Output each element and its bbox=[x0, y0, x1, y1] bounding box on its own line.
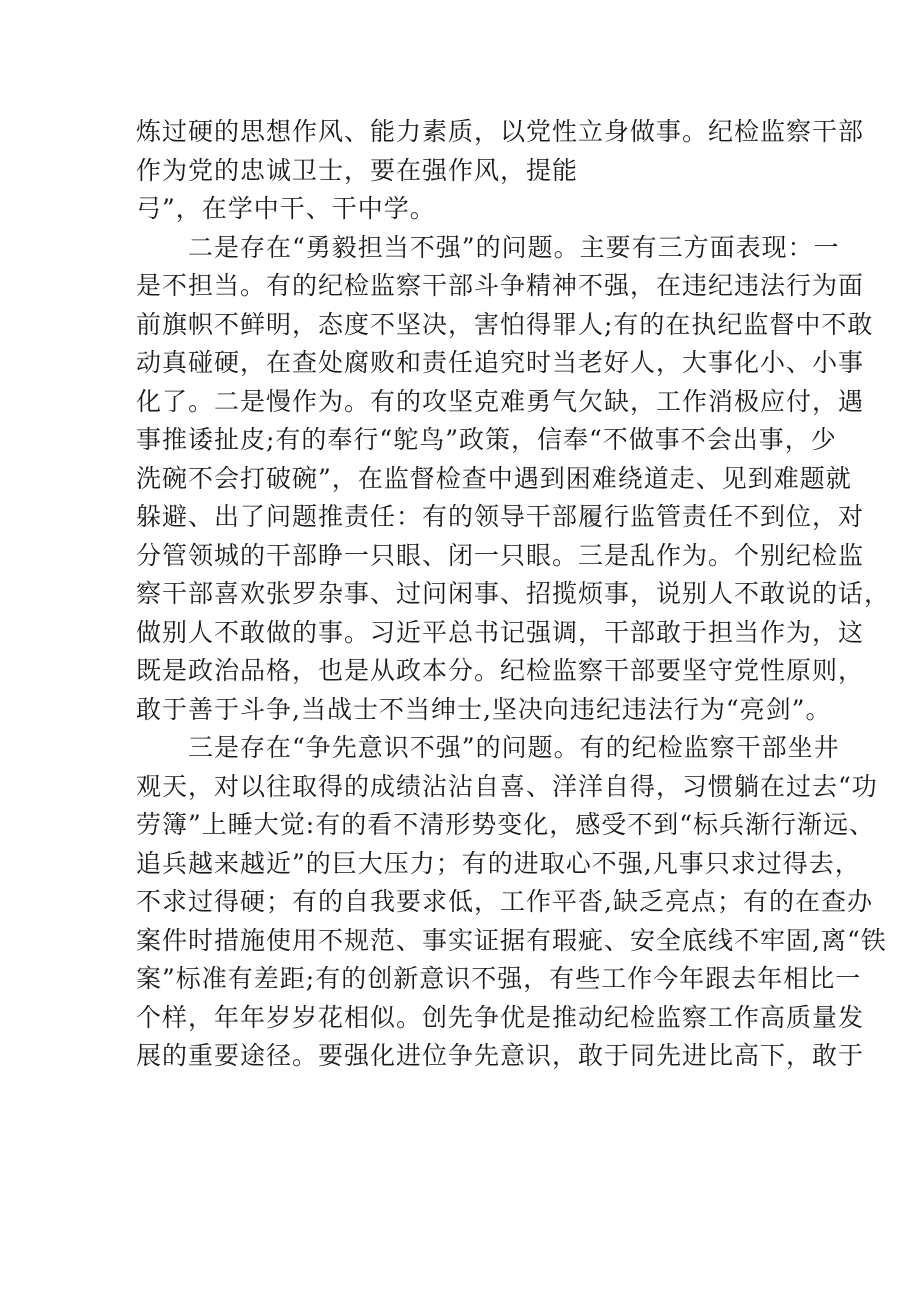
text-line: 案件时措施使用不规范、事实证据有瑕疵、安全底线不牢固,离“铁 bbox=[136, 925, 887, 955]
text-line: 炼过硬的思想作风、能力素质，以党性立身做事。纪检监察干部 bbox=[136, 117, 865, 146]
text-line: 察干部喜欢张罗杂事、过问闲事、招揽烦事，说别人不敢说的话， bbox=[136, 579, 891, 608]
text-line: 分管领城的干部睁一只眼、闭一只眼。三是乱作为。个别纪检监 bbox=[136, 540, 865, 570]
text-line: 化了。二是慢作为。有的攻坚克难勇气欠缺，工作消极应付，遇 bbox=[136, 386, 865, 416]
text-line: 不求过得硬；有的自我要求低，工作平沓,缺乏亮点；有的在查办 bbox=[136, 887, 873, 916]
text-line: 案”标准有差距;有的创新意识不强，有些工作今年跟去年相比一 bbox=[136, 964, 862, 993]
text-line: 观天，对以往取得的成绩沾沾自喜、洋洋自得，习惯躺在过去“功 bbox=[136, 771, 878, 801]
text-line: 动真碰硬，在查处腐败和责任追究时当老好人，大事化小、小事 bbox=[136, 348, 865, 377]
paragraph-start-line: 三是存在“争先意识不强”的问题。有的纪检监察干部坐井 bbox=[136, 733, 840, 762]
text-line: 展的重要途径。要强化进位争先意识，敢于同先进比高下，敢于 bbox=[136, 1041, 865, 1070]
text-line: 事推诿扯皮;有的奉行“鸵鸟”政策，信奉“不做事不会出事，少 bbox=[136, 425, 837, 454]
text-line: 躲避、出了问题推责任：有的领导干部履行监管责任不到位，对 bbox=[136, 502, 865, 531]
text-line: 劳簿”上睡大觉:有的看不清形势变化，感受不到“标兵渐行渐远、 bbox=[136, 810, 875, 839]
text-line: 既是政治品格，也是从政本分。纪检监察干部要坚守党性原则， bbox=[136, 656, 865, 685]
text-line: 洗碗不会打破碗”，在监督检查中遇到困难绕道走、见到难题就 bbox=[136, 463, 852, 493]
text-line: 是不担当。有的纪检监察干部斗争精神不强，在违纪违法行为面 bbox=[136, 271, 865, 300]
text-line: 追兵越来越近”的巨大压力；有的进取心不强,凡事只求过得去， bbox=[136, 848, 861, 878]
text-line: 作为党的忠诚卫士，要在强作风，提能 bbox=[136, 155, 579, 185]
text-line: 弓”，在学中干、干中学。 bbox=[136, 194, 436, 223]
text-line: 前旗帜不鲜明，态度不坚决，害怕得罪人;有的在执纪监督中不敢 bbox=[136, 309, 874, 339]
text-line: 敢于善于斗争,当战士不当绅士,坚决向违纪违法行为“亮剑”。 bbox=[136, 694, 832, 724]
paragraph-start-line: 二是存在“勇毅担当不强”的问题。主要有三方面表现：一 bbox=[136, 232, 840, 262]
text-line: 做别人不敢做的事。习近平总书记强调，干部敢于担当作为，这 bbox=[136, 617, 865, 647]
text-line: 个样，年年岁岁花相似。创先争优是推动纪检监察工作高质量发 bbox=[136, 1002, 865, 1032]
document-body bbox=[136, 113, 891, 1076]
